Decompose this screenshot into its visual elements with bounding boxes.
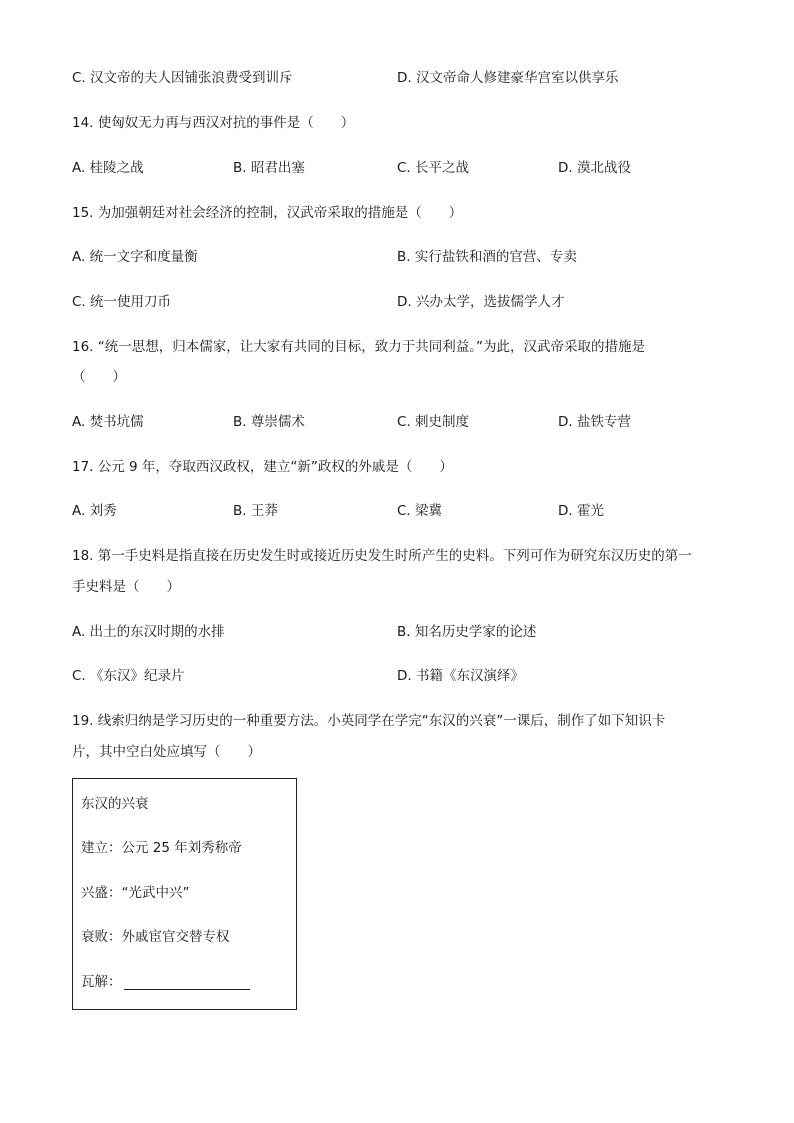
knowledge-card	[72, 778, 297, 1010]
q16-option-d: D. 盐铁专营	[558, 414, 631, 430]
q14-option-c: C. 长平之战	[397, 160, 470, 176]
q16-stem-line1: 16. “统一思想，归本儒家，让大家有共同的目标，致力于共同利益。”为此，汉武帝采取的措施是	[72, 339, 645, 355]
q18-stem-line2: 手史料是（ ）	[72, 579, 180, 595]
q18-stem-line1: 18. 第一手史料是指直接在历史发生时或接近历史发生时所产生的史料。下列可作为研究东汉历史的第一	[72, 548, 692, 564]
card-founding: 建立：公元 25 年刘秀称帝	[81, 840, 242, 856]
q15-option-b: B. 实行盐铁和酒的官营、专卖	[397, 249, 577, 265]
card-prosperity: 兴盛：“光武中兴”	[81, 885, 190, 901]
q17-option-c: C. 梁冀	[397, 503, 443, 519]
answer-blank	[124, 975, 250, 990]
q15-option-a: A. 统一文字和度量衡	[72, 249, 198, 265]
q13-option-c: C. 汉文帝的夫人因铺张浪费受到训斥	[72, 70, 293, 86]
q19-stem-line1: 19. 线索归纳是学习历史的一种重要方法。小英同学在学完“东汉的兴衰”一课后，制作了如下知识卡	[72, 713, 666, 729]
q18-option-c: C. 《东汉》纪录片	[72, 668, 185, 684]
card-decline: 衰败：外戚宦官交替专权	[81, 929, 230, 945]
q16-option-b: B. 尊崇儒术	[233, 414, 305, 430]
q19-stem-line2: 片，其中空白处应填写（ ）	[72, 744, 261, 760]
q17-option-a: A. 刘秀	[72, 503, 117, 519]
card-collapse	[81, 970, 250, 990]
q14-stem: 14. 使匈奴无力再与西汉对抗的事件是（ ）	[72, 115, 355, 131]
q18-option-d: D. 书籍《东汉演绎》	[397, 668, 524, 684]
q16-option-c: C. 刺史制度	[397, 414, 470, 430]
q16-stem-line2: （ ）	[72, 369, 126, 385]
card-collapse-label: 瓦解：	[81, 974, 122, 990]
q15-option-c: C. 统一使用刀币	[72, 294, 172, 310]
q14-option-d: D. 漠北战役	[558, 160, 631, 176]
q17-option-b: B. 王莽	[233, 503, 278, 519]
q15-stem: 15. 为加强朝廷对社会经济的控制，汉武帝采取的措施是（ ）	[72, 205, 463, 221]
q18-option-b: B. 知名历史学家的论述	[397, 624, 537, 640]
q15-option-d: D. 兴办太学，选拔儒学人才	[397, 294, 565, 310]
card-title: 东汉的兴衰	[81, 796, 149, 812]
q14-option-a: A. 桂陵之战	[72, 160, 144, 176]
q17-stem: 17. 公元 9 年，夺取西汉政权，建立“新”政权的外戚是（ ）	[72, 459, 453, 475]
q13-option-d: D. 汉文帝命人修建豪华宫室以供享乐	[397, 70, 619, 86]
q16-option-a: A. 焚书坑儒	[72, 414, 144, 430]
q14-option-b: B. 昭君出塞	[233, 160, 305, 176]
q18-option-a: A. 出土的东汉时期的水排	[72, 624, 225, 640]
q17-option-d: D. 霍光	[558, 503, 604, 519]
